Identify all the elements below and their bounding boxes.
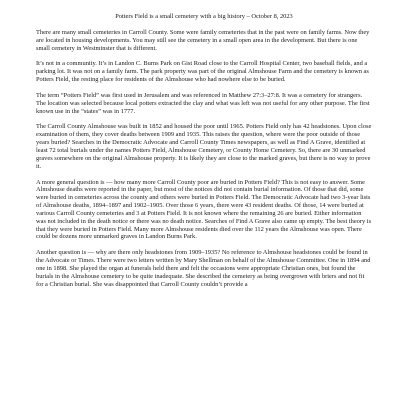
paragraph-6: Another question is — why are there only headstones from 1909–1935? No reference to Almshouse headstones could be found in the Advocate or Times. There were two letters written by Mary Shellman on behalf of the Almshouse Committee. One in 1894 and one in 1898. She played the organ at funerals held there and felt the occasions were appropriate Christian ones, but found the burials in the Almshouse cemetery to be quite inadequate. She described the cemetery as being overgrown with briers and not fit for a Christian burial. She was disappointed that Carroll County couldn’t provide a xyxy=(36,249,371,288)
document-title: Potters Field is a small cemetery with a big history – October 8, 2023 xyxy=(115,13,293,20)
paragraph-5: A more general question is — how many more Carroll County poor are buried in Potters Field? This is not easy to answer. Some Almshouse deaths were reported in the paper, but most of the notices did not contain burial information. Of those that did, some were buried in cemeteries across the county and others were buried in Potters Field. The Democratic Advocate had two 3-year lists of Almshouse deaths, 1894–1897 and 1902–1905. Over those 6 years, there were 43 resident deaths. Of those, 14 were buried at various Carroll County cemeteries and 3 at Potters Field. It is not known where the remaining 26 are buried. Either information was not included in the death notice or there was no death notice. Searches of Find A Grave also came up empty. The best theory is that they were buried in Potters Field. Many more Almshouse residents died over the 112 years the Almshouse was open. There could be dozens more unmarked graves in Landon Burns Park. xyxy=(36,178,372,241)
paragraph-4: The Carroll County Almshouse was built in 1852 and housed the poor until 1965. Potters Field only has 42 headstones. Upon close examination of them, they cover deaths between 1909 and 1935. This raises the question, where were the poor outside of those years buried? Searches in the Democratic Advocate and Carroll County Times newspapers, as well as Find A Grave, identified at least 72 total burials under the names Potters Field, Almshouse Cemetery, or County Home Cemetery. So, there are 30 unmarked graves somewhere on the original Almshouse property. It is likely they are close to the marked graves, but there is no way to prove it. xyxy=(36,123,372,170)
paragraph-2: It’s not in a community. It’s in Landon C. Burns Park on Gist Road close to the Carroll Hospital Center, two baseball fields, and a parking lot. It was not on a family farm. The park property was part of the original Almshouse Farm and the cemetery is known as Potters Field, the resting place for residents of the Almshouse who had nowhere else to be buried. xyxy=(36,60,369,84)
paragraph-1: There are many small cemeteries in Carroll County. Some were family cemeteries that in the past were on family farms. Now they are located in housing developments. You may still see the cemetery in a small open area in the development. But there is one small cemetery in Westminster that is different. xyxy=(36,28,370,52)
paragraph-3: The term “Potters Field” was first used in Jerusalem and was referenced in Matthew 27:3–27:8. It was a cemetery for strangers. The location was selected because local potters extracted the clay and what was left was not useful for any other purpose. The first known use in the “states” was in 1777. xyxy=(36,91,370,115)
